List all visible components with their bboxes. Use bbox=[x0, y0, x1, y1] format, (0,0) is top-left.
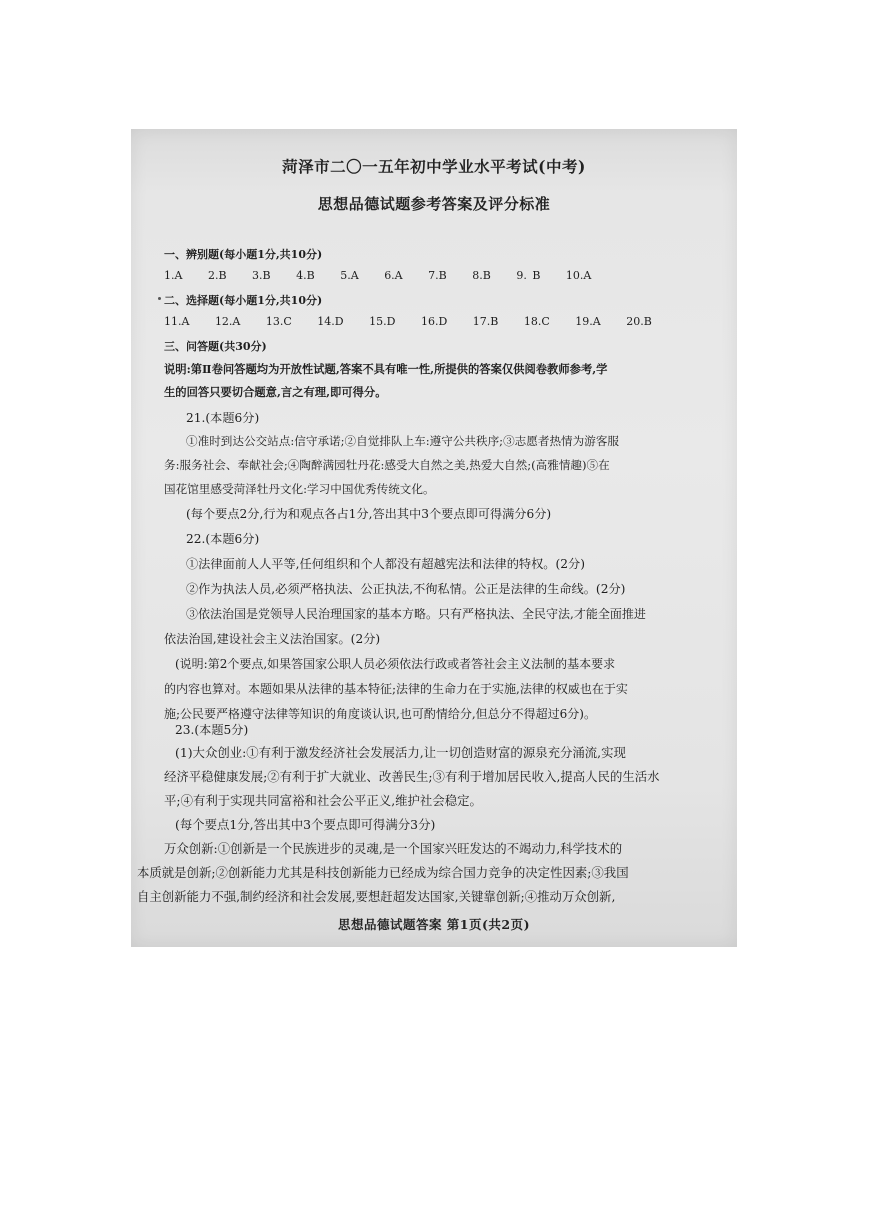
q21-line: ①准时到达公交站点:信守承诺;②自觉排队上车:遵守公共秩序;③志愿者热情为游客服 bbox=[186, 434, 620, 448]
answer-item: 19.A bbox=[575, 315, 601, 328]
q23-heading: 23.(本题5分) bbox=[175, 723, 249, 737]
answer-item: 9. B bbox=[516, 269, 541, 282]
section1-heading: 一、辨别题(每小题1分,共10分) bbox=[164, 248, 323, 261]
page-footer: 思想品德试题答案 第1页(共2页) bbox=[337, 917, 531, 932]
answer-item: 16.D bbox=[420, 315, 448, 328]
q23-scoring-note: (每个要点1分,答出其中3个要点即可得满分3分) bbox=[175, 817, 436, 832]
answer-item: 5.A bbox=[340, 269, 359, 282]
q21-line: 国花馆里感受菏泽牡丹文化:学习中国优秀传统文化。 bbox=[164, 482, 435, 496]
answer-item: 20.B bbox=[626, 315, 652, 328]
section2-answers bbox=[164, 315, 672, 328]
q22-line: ③依法治国是党领导人民治理国家的基本方略。只有严格执法、全民守法,才能全面推进 bbox=[186, 607, 646, 621]
q23-line: 本质就是创新;②创新能力尤其是科技创新能力已经成为综合国力竞争的决定性因素;③我国 bbox=[137, 865, 629, 880]
section3-note-line: 说明:第Ⅱ卷问答题均为开放性试题,答案不具有唯一性,所提供的答案仅供阅卷教师参考,学 bbox=[164, 362, 608, 376]
q22-line: ②作为执法人员,必须严格执法、公正执法,不徇私情。公正是法律的生命线。(2分) bbox=[186, 582, 626, 596]
q23-line: 自主创新能力不强,制约经济和社会发展,要想赶超发达国家,关键靠创新;④推动万众创新, bbox=[137, 889, 616, 904]
q22-line: 依法治国,建设社会主义法治国家。(2分) bbox=[164, 632, 381, 646]
q22-note-line: (说明:第2个要点,如果答国家公职人员必须依法行政或者答社会主义法制的基本要求 bbox=[175, 657, 616, 671]
answer-item: 6.A bbox=[384, 269, 403, 282]
scanned-answer-sheet bbox=[131, 129, 737, 947]
q23-line: 经济平稳健康发展;②有利于扩大就业、改善民生;③有利于增加居民收入,提高人民的生活水 bbox=[164, 769, 660, 784]
answer-item: 14.D bbox=[317, 315, 344, 328]
section2-heading: 二、选择题(每小题1分,共10分) bbox=[164, 294, 323, 307]
q23-line: 万众创新:①创新是一个民族进步的灵魂,是一个国家兴旺发达的不竭动力,科学技术的 bbox=[164, 841, 623, 856]
answer-item: 13.C bbox=[265, 315, 292, 328]
answer-item: 15.D bbox=[369, 315, 396, 328]
answer-item: 18.C bbox=[523, 315, 550, 328]
answer-item: 10.A bbox=[565, 269, 592, 282]
q22-note-line: 施;公民要严格遵守法律等知识的角度谈认识,也可酌情给分,但总分不得超过6分)。 bbox=[164, 707, 596, 721]
section3-note-line: 生的回答只要切合题意,言之有理,即可得分。 bbox=[164, 385, 387, 399]
q22-line: ①法律面前人人平等,任何组织和个人都没有超越宪法和法律的特权。(2分) bbox=[186, 557, 585, 571]
q21-heading: 21.(本题6分) bbox=[186, 411, 260, 425]
answer-item: 7.B bbox=[428, 269, 447, 282]
q23-line: 平;④有利于实现共同富裕和社会公平正义,维护社会稳定。 bbox=[164, 793, 482, 808]
answer-item: 2.B bbox=[207, 269, 227, 282]
answer-item: 8.B bbox=[472, 269, 491, 282]
section1-answers bbox=[164, 269, 611, 282]
q21-scoring-note: (每个要点2分,行为和观点各占1分,答出其中3个要点即可得满分6分) bbox=[186, 507, 552, 521]
answer-item: 11.A bbox=[164, 315, 190, 328]
answer-item: 17.B bbox=[472, 315, 499, 328]
answer-item: 4.B bbox=[296, 269, 315, 282]
answer-item: 3.B bbox=[252, 269, 271, 282]
section3-heading: 三、问答题(共30分) bbox=[164, 340, 267, 353]
q22-note-line: 的内容也算对。本题如果从法律的基本特征;法律的生命力在于实施,法律的权威也在于实 bbox=[164, 682, 628, 696]
exam-title: 菏泽市二〇一五年初中学业水平考试(中考) bbox=[282, 157, 586, 176]
q22-heading: 22.(本题6分) bbox=[186, 532, 260, 546]
q23-line: (1)大众创业:①有利于激发经济社会发展活力,让一切创造财富的源泉充分涌流,实现 bbox=[175, 745, 626, 760]
stray-mark bbox=[158, 297, 161, 300]
answer-item: 12.A bbox=[214, 315, 241, 328]
answer-item: 1.A bbox=[164, 269, 183, 282]
q21-line: 务:服务社会、奉献社会;④陶醉满园牡丹花:感受大自然之美,热爱大自然;(高雅情趣)⑤在 bbox=[164, 458, 610, 472]
exam-subtitle: 思想品德试题参考答案及评分标准 bbox=[317, 195, 551, 213]
